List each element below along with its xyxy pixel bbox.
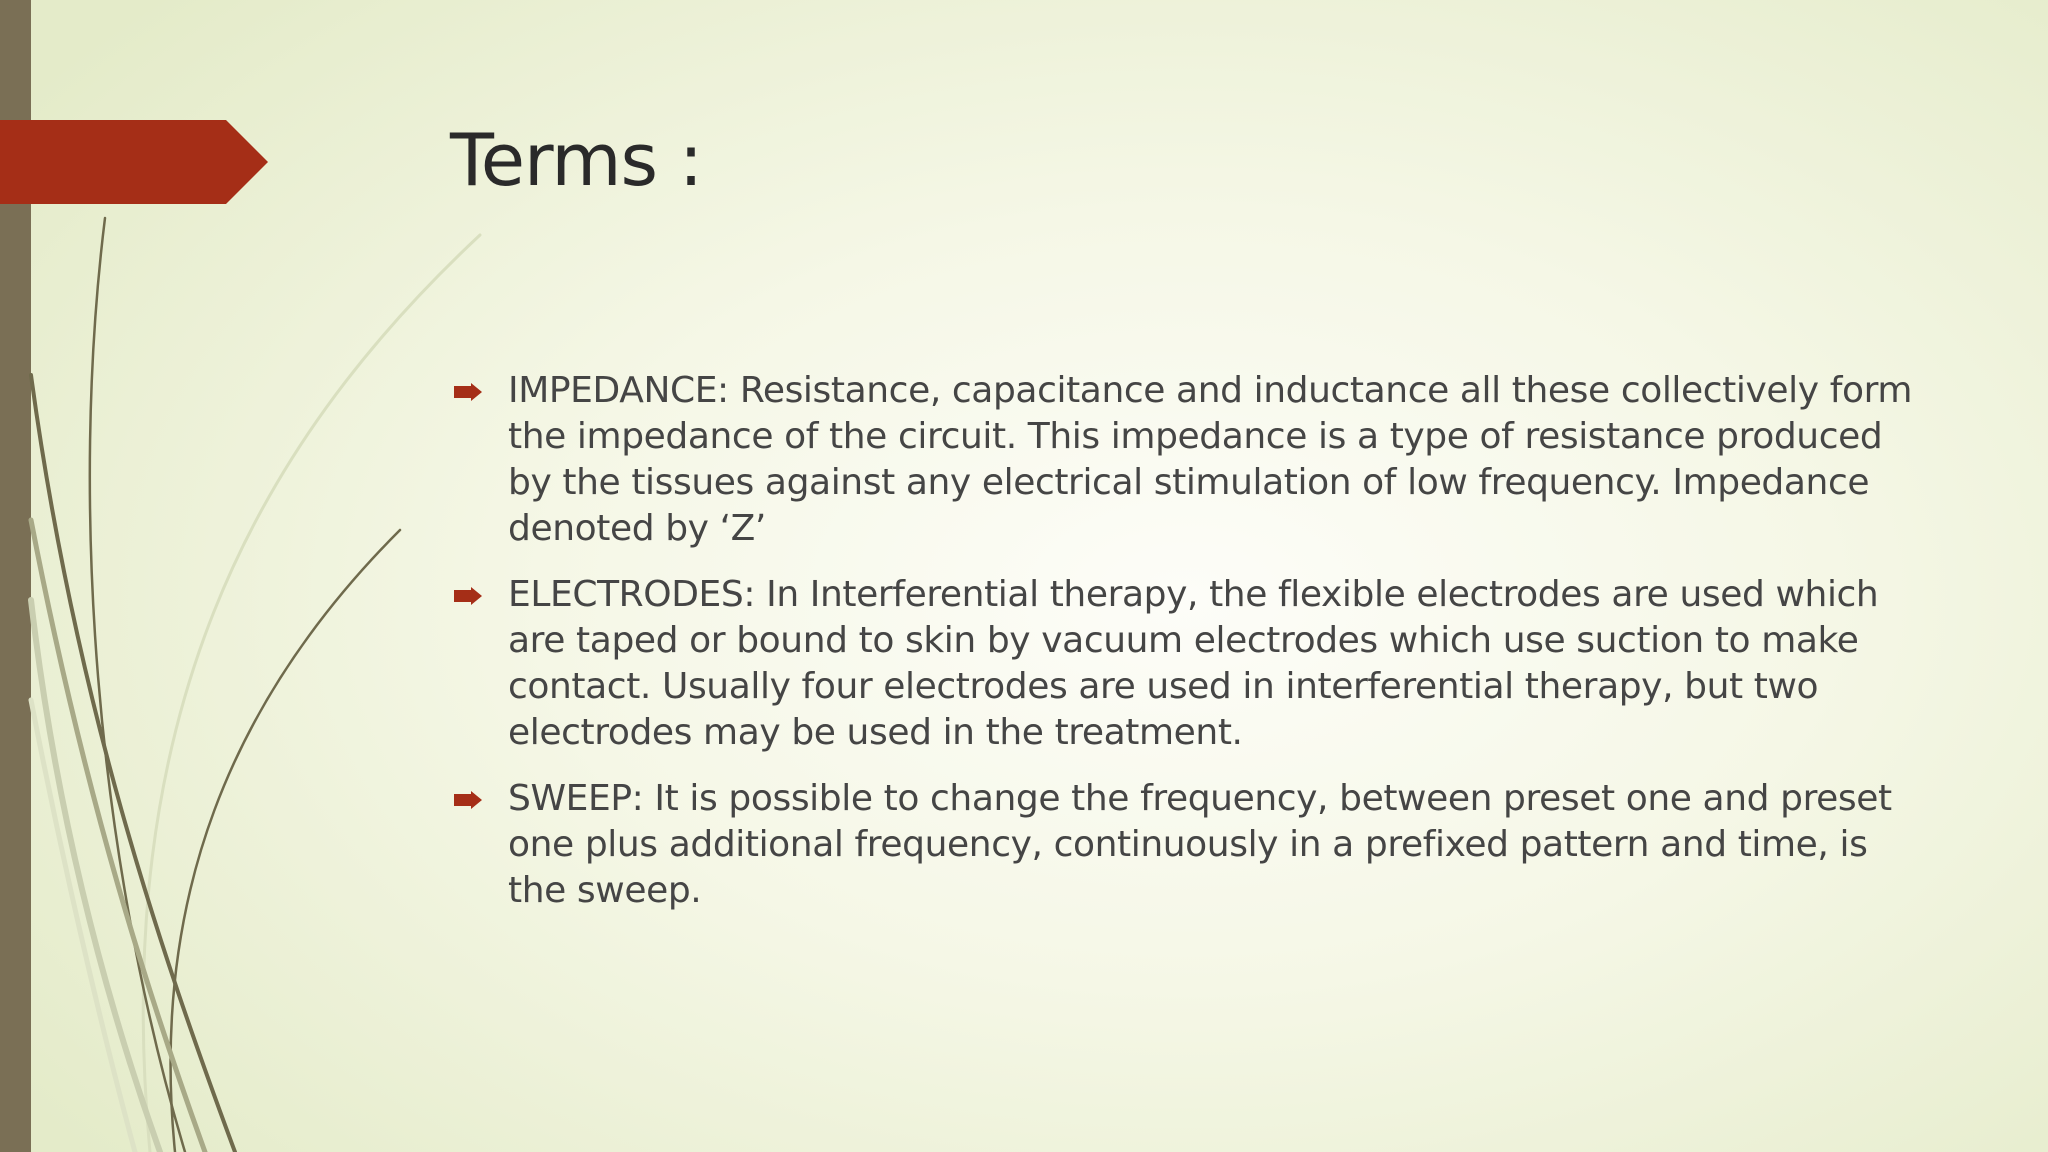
bullet-item-sweep (450, 776, 1920, 914)
arrow-bullet-icon (454, 791, 482, 809)
bullet-text: SWEEP: It is possible to change the frequency, between preset one and preset one plus additional frequency, continuously in a prefixed pattern and time, is the sweep. (508, 778, 1892, 911)
arrow-bullet-icon (454, 587, 482, 605)
slide-title: Terms : (450, 118, 703, 202)
slide-content (450, 368, 1920, 934)
arrow-bullet-icon (454, 383, 482, 401)
bullet-item-impedance (450, 368, 1920, 552)
bullet-list (450, 368, 1920, 914)
bullet-text: IMPEDANCE: Resistance, capacitance and inductance all these collectively form the impedance of the circuit. This impedance is a type of resistance produced by the tissues against any electrical stimulation of low frequency. Impedance denoted by ‘Z’ (508, 370, 1913, 549)
bullet-item-electrodes (450, 572, 1920, 756)
title-arrow-banner (0, 120, 268, 204)
bullet-text: ELECTRODES: In Interferential therapy, the flexible electrodes are used which are taped or bound to skin by vacuum electrodes which use suction to make contact. Usually four electrodes are used in interferential therapy, but two electrodes may be used in the treatment. (508, 574, 1879, 753)
